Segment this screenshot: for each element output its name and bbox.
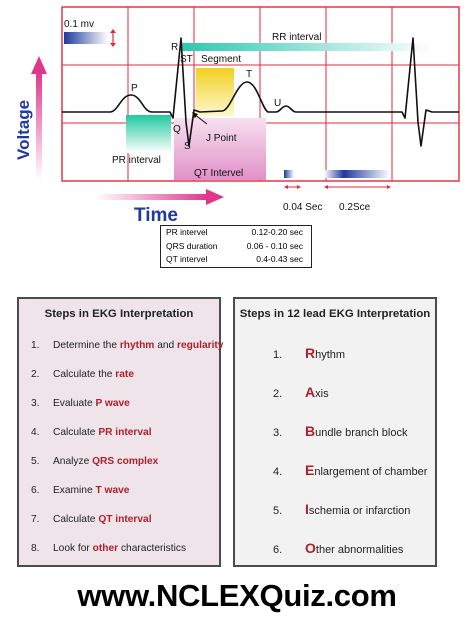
sec04-bar bbox=[284, 170, 294, 178]
step-text: Examine bbox=[53, 485, 96, 496]
table-cell-value: 0.06 - 0.10 sec bbox=[246, 240, 303, 251]
step-number: 2. bbox=[31, 369, 40, 380]
step-text: Calculate bbox=[53, 514, 99, 525]
list-item bbox=[31, 369, 134, 380]
values-table bbox=[160, 225, 312, 268]
time-label: Time bbox=[134, 205, 179, 225]
step-text: ther abnormalities bbox=[315, 544, 404, 556]
step-number: 7. bbox=[31, 514, 40, 525]
ekg-diagram bbox=[0, 0, 474, 225]
step-number: 3. bbox=[31, 398, 40, 409]
step-number: 8. bbox=[31, 543, 40, 554]
step-text: hythm bbox=[315, 349, 346, 361]
table-cell-name: QRS duration bbox=[166, 240, 218, 251]
s-label: S bbox=[184, 141, 191, 152]
list-item bbox=[31, 398, 130, 409]
step-text: Calculate the bbox=[53, 369, 116, 380]
step-highlight: QT interval bbox=[98, 514, 152, 525]
u-wave-label: U bbox=[274, 98, 282, 109]
list-item bbox=[31, 514, 152, 525]
list-item bbox=[31, 456, 158, 467]
list-item bbox=[273, 501, 410, 517]
list-item bbox=[273, 384, 329, 400]
step-text: xis bbox=[315, 388, 329, 400]
time-arrow-head bbox=[206, 189, 224, 205]
mv-label: 0.1 mv bbox=[64, 19, 95, 30]
sec2-label: 0.2Sce bbox=[339, 202, 371, 213]
step-initial: I bbox=[305, 501, 309, 517]
p-wave-label: P bbox=[131, 83, 138, 94]
sec2-bar bbox=[324, 170, 390, 178]
table-row bbox=[161, 253, 311, 267]
step-initial: E bbox=[305, 462, 315, 478]
list-item bbox=[31, 485, 129, 496]
step-highlight: regularity bbox=[177, 340, 224, 351]
step-initial: R bbox=[305, 345, 316, 361]
table-cell-name: PR intervel bbox=[166, 227, 208, 237]
step-text: undle branch block bbox=[315, 427, 408, 439]
step-number: 3. bbox=[273, 427, 283, 439]
panel-title: Steps in EKG Interpretation bbox=[44, 308, 194, 320]
voltage-label: Voltage bbox=[14, 99, 33, 160]
step-text: Analyze bbox=[53, 456, 93, 467]
step-number: 4. bbox=[273, 466, 283, 478]
ekg-steps-panel bbox=[17, 297, 224, 567]
r-label: R bbox=[171, 42, 179, 53]
segment-label: Segment bbox=[201, 54, 242, 65]
twelve-lead-steps-panel bbox=[233, 297, 437, 567]
mv-bar bbox=[64, 32, 108, 44]
list-item bbox=[31, 340, 223, 351]
step-number: 6. bbox=[31, 485, 40, 496]
qt-interval-label: QT Intervel bbox=[194, 168, 244, 179]
pr-interval-label: PR interval bbox=[112, 155, 161, 166]
step-initial: B bbox=[305, 423, 316, 439]
step-highlight: PR interval bbox=[98, 427, 152, 438]
list-item bbox=[273, 423, 407, 439]
step-number: 5. bbox=[273, 505, 283, 517]
table-row bbox=[161, 240, 311, 254]
voltage-arrow-head bbox=[31, 56, 47, 74]
step-number: 1. bbox=[31, 340, 40, 351]
step-text: nlargement of chamber bbox=[314, 466, 428, 478]
step-highlight: P wave bbox=[95, 398, 130, 409]
pr-interval-shade bbox=[126, 115, 171, 153]
step-text: schemia or infarction bbox=[308, 505, 411, 517]
voltage-arrow-shaft bbox=[36, 72, 42, 180]
t-wave-label: T bbox=[246, 69, 253, 80]
list-item bbox=[31, 543, 186, 554]
step-initial: A bbox=[305, 384, 316, 400]
step-highlight: rate bbox=[115, 369, 134, 380]
step-text: Look for bbox=[53, 543, 93, 554]
list-item bbox=[273, 462, 427, 478]
step-number: 1. bbox=[273, 349, 283, 361]
step-initial: O bbox=[305, 540, 316, 556]
q-label: Q bbox=[173, 124, 181, 135]
step-number: 6. bbox=[273, 544, 283, 556]
sec04-label: 0.04 Sec bbox=[283, 202, 323, 213]
list-item bbox=[273, 540, 403, 556]
j-point-label: J Point bbox=[206, 133, 237, 144]
st-label: ST bbox=[180, 54, 193, 65]
step-highlight: QRS complex bbox=[92, 456, 159, 467]
table-cell-value: 0.4-0.43 sec bbox=[256, 254, 303, 264]
step-number: 2. bbox=[273, 388, 283, 400]
step-text: characteristics bbox=[118, 543, 187, 554]
step-text: Calculate bbox=[53, 427, 99, 438]
step-highlight: T wave bbox=[95, 485, 130, 496]
table-cell-value: 0.12-0.20 sec bbox=[251, 227, 303, 237]
step-highlight: rhythm bbox=[119, 340, 155, 351]
st-segment-shade bbox=[196, 68, 234, 116]
site-url: www.NCLEXQuiz.com bbox=[77, 578, 397, 613]
step-number: 4. bbox=[31, 427, 40, 438]
step-text: Determine the bbox=[53, 340, 120, 351]
step-text: Evaluate bbox=[53, 398, 96, 409]
rr-interval-label: RR interval bbox=[272, 32, 322, 43]
list-item bbox=[31, 427, 152, 438]
table-row bbox=[161, 226, 311, 240]
panel-title: Steps in 12 lead EKG Interpretation bbox=[239, 308, 431, 320]
time-arrow-shaft bbox=[96, 194, 208, 200]
step-number: 5. bbox=[31, 456, 40, 467]
rr-interval-bar bbox=[182, 43, 434, 51]
table-cell-name: QT intervel bbox=[166, 254, 208, 264]
step-highlight: other bbox=[92, 543, 119, 554]
list-item bbox=[273, 345, 345, 361]
step-text: and bbox=[154, 340, 178, 351]
